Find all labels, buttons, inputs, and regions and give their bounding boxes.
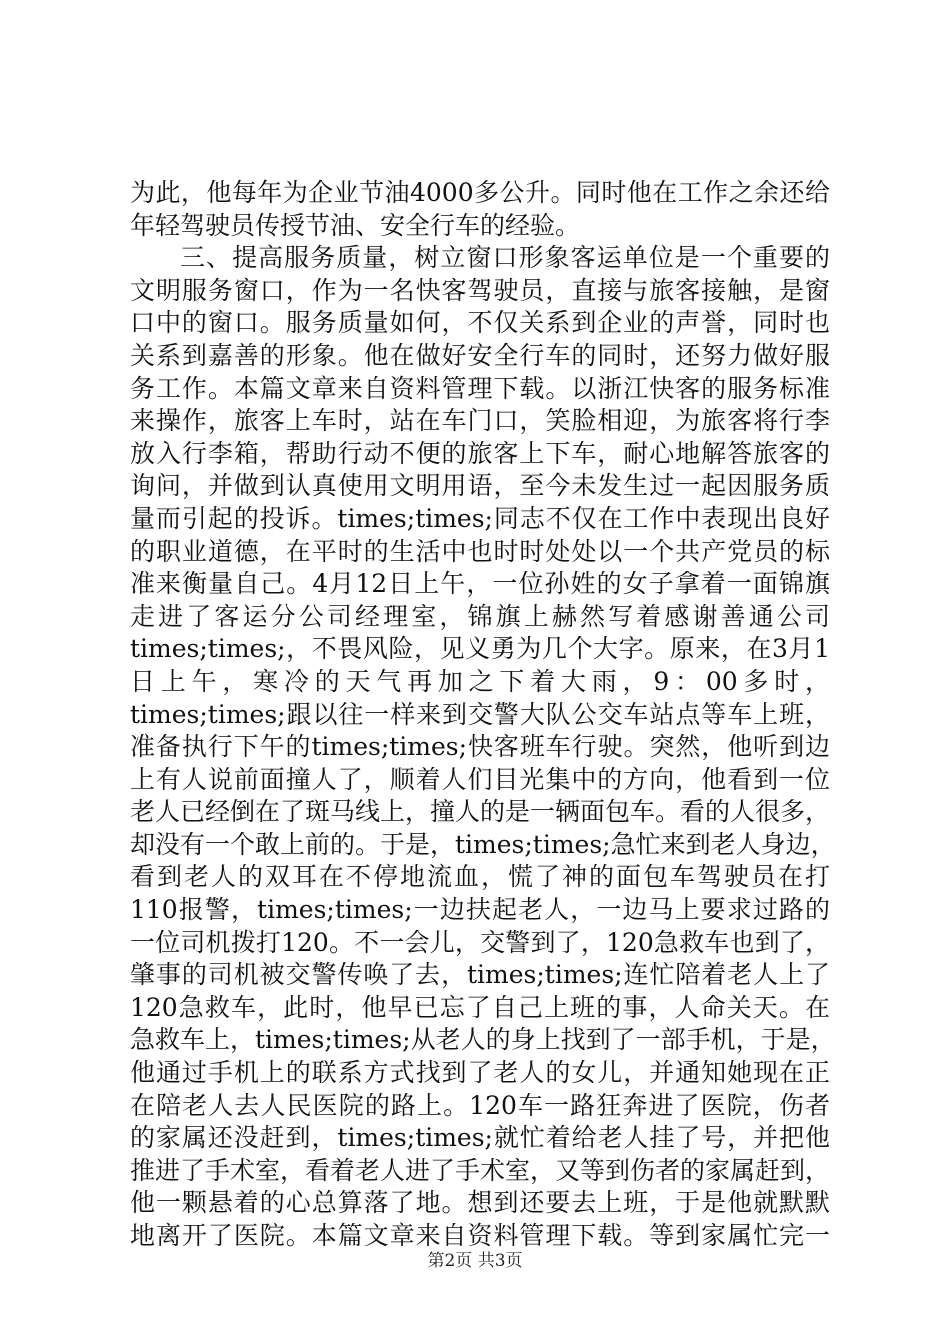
text-line: 看到老人的双耳在不停地流血，慌了神的面包车驾驶员在打	[130, 862, 830, 892]
text-line: 口中的窗口。服务质量如何，不仅关系到企业的声誉，同时也	[130, 308, 830, 338]
text-line: 急救车上，times;times;从老人的身上找到了一部手机，于是，	[130, 1025, 836, 1055]
text-line: 却没有一个敢上前的。于是，times;times;急忙来到老人身边，	[130, 829, 836, 859]
text-line: 上有人说前面撞人了，顺着人们目光集中的方向，他看到一位	[130, 764, 830, 794]
text-line: 准备执行下午的times;times;快客班车行驶。突然，他听到边	[130, 732, 830, 762]
text-line: times;times;，不畏风险，见义勇为几个大字。原来，在3月1	[130, 634, 830, 664]
text-line: 推进了手术室，看着老人进了手术室，又等到伤者的家属赶到，	[130, 1155, 831, 1185]
text-line: 关系到嘉善的形象。他在做好安全行车的同时，还努力做好服	[130, 340, 830, 370]
text-line: 120急救车，此时，他早已忘了自己上班的事，人命关天。在	[130, 992, 830, 1022]
text-line: 来操作，旅客上车时，站在车门口，笑脸相迎，为旅客将行李	[130, 406, 830, 436]
text-line: 准来衡量自己。4月12日上午，一位孙姓的女子拿着一面锦旗	[130, 569, 830, 599]
text-line: times;times;跟以往一样来到交警大队公交车站点等车上班，	[130, 699, 830, 729]
text-line: 110报警，times;times;一边扶起老人，一边马上要求过路的	[130, 895, 830, 925]
text-line: 在陪老人去人民医院的路上。120车一路狂奔进了医院，伤者	[130, 1090, 830, 1120]
text-line: 年轻驾驶员传授节油、安全行车的经验。	[130, 210, 581, 240]
page-footer: 第2页 共3页	[427, 1251, 523, 1271]
text-line: 老人已经倒在了斑马线上，撞人的是一辆面包车。看的人很多，	[130, 797, 831, 827]
text-line: 文明服务窗口，作为一名快客驾驶员，直接与旅客接触，是窗	[130, 275, 830, 305]
text-line: 为此，他每年为企业节油4000多公升。同时他在工作之余还给	[130, 178, 830, 207]
text-line: 的职业道德，在平时的生活中也时时处处以一个共产党员的标	[130, 536, 830, 566]
text-line: 询问，并做到认真使用文明用语，至今未发生过一起因服务质	[130, 471, 830, 501]
body-text	[130, 177, 836, 1253]
text-line: 地离开了医院。本篇文章来自资料管理下载。等到家属忙完一	[130, 1221, 830, 1250]
text-line: 的家属还没赶到，times;times;就忙着给老人挂了号，并把他	[130, 1123, 830, 1153]
text-line: 走进了客运分公司经理室，锦旗上赫然写着感谢善通公司	[130, 601, 830, 631]
text-line: 一位司机拨打120。不一会儿，交警到了，120急救车也到了，	[130, 927, 830, 957]
text-line: 放入行李箱，帮助行动不便的旅客上下车，耐心地解答旅客的	[130, 438, 830, 468]
text-line: 他通过手机上的联系方式找到了老人的女儿，并通知她现在正	[130, 1058, 830, 1088]
text-line: 量而引起的投诉。times;times;同志不仅在工作中表现出良好	[130, 503, 830, 533]
text-line: 他一颗悬着的心总算落了地。想到还要去上班，于是他就默默	[130, 1188, 830, 1218]
text-line: 务工作。本篇文章来自资料管理下载。以浙江快客的服务标准	[130, 373, 830, 403]
text-line: 日上午，寒冷的天气再加之下着大雨，9：00多时，	[130, 666, 830, 696]
text-line: 肇事的司机被交警传唤了去，times;times;连忙陪着老人上了	[130, 960, 830, 990]
text-line: 三、提高服务质量，树立窗口形象客运单位是一个重要的	[180, 243, 830, 273]
